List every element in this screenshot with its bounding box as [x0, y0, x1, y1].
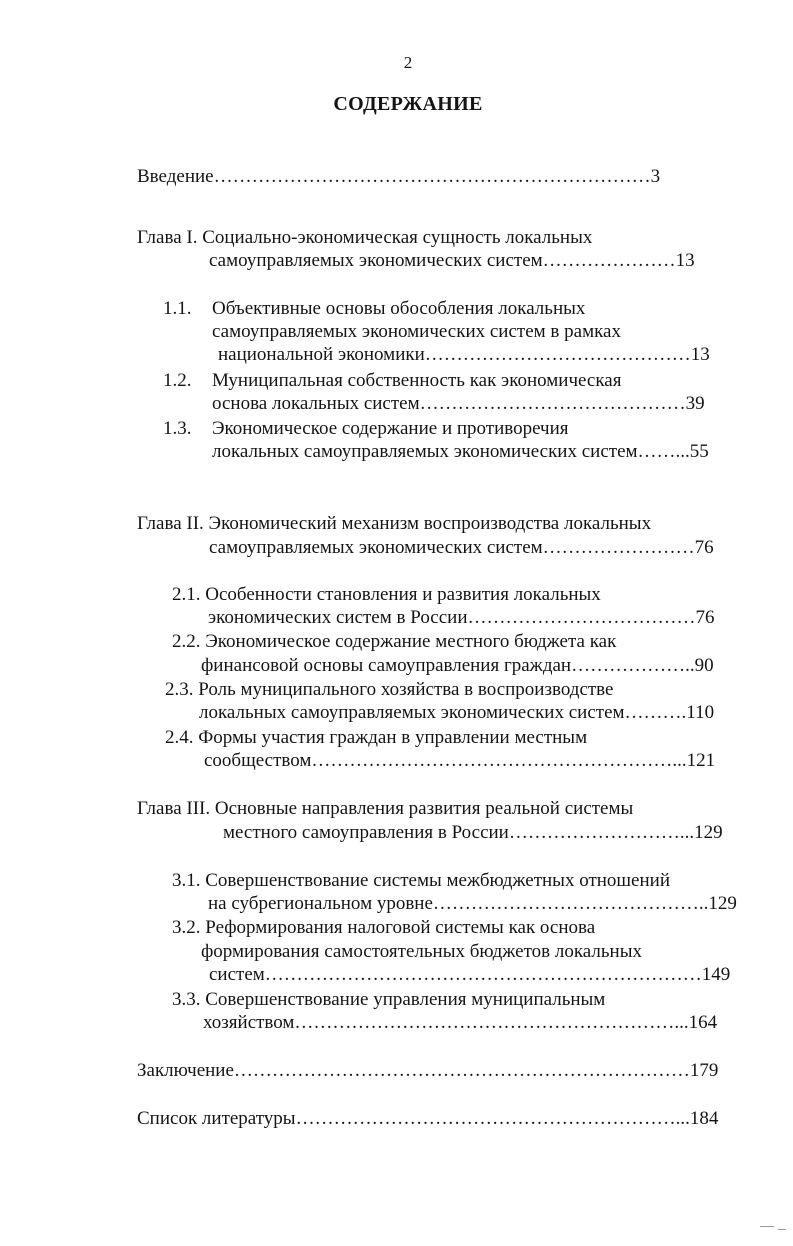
- toc-chapter-3-line-2: местного самоуправления в России………………………...129: [223, 822, 723, 843]
- toc-section-1-1-line-3: национальной экономики……………………………………13: [218, 344, 710, 365]
- toc-section-2-3-line-2: локальных самоуправляемых экономических систем……….110: [199, 702, 715, 723]
- toc-section-1-1-number: 1.1.: [163, 298, 192, 319]
- toc-chapter-2-line-2: самоуправляемых экономических систем……………………76: [209, 537, 714, 558]
- toc-section-2-2-line-1: 2.2. Экономическое содержание местного бюджета как: [172, 631, 617, 652]
- toc-section-2-4-line-1: 2.4. Формы участия граждан в управлении местным: [165, 727, 588, 748]
- toc-section-3-2-line-1: 3.2. Реформирования налоговой системы как основа: [172, 917, 596, 938]
- toc-chapter-3-line-1: Глава III. Основные направления развития реальной системы: [137, 798, 634, 819]
- page-number: 2: [403, 53, 413, 72]
- toc-intro: Введение……………………………………………………………3: [137, 166, 661, 187]
- toc-section-1-2-number: 1.2.: [163, 370, 192, 391]
- toc-section-2-3-line-1: 2.3. Роль муниципального хозяйства в воспроизводстве: [165, 679, 614, 700]
- toc-section-2-4-line-2: сообществом…………………………………………………...121: [204, 750, 716, 771]
- toc-section-2-1-line-2: экономических систем в России………………………………76: [208, 607, 715, 628]
- toc-section-1-1-line-2: самоуправляемых экономических систем в рамках: [212, 321, 621, 342]
- toc-section-3-1-line-2: на субрегиональном уровне……………………………………..129: [208, 893, 737, 914]
- toc-section-2-1-line-1: 2.1. Особенности становления и развития локальных: [172, 584, 601, 605]
- toc-chapter-2-line-1: Глава II. Экономический механизм воспроизводства локальных: [137, 513, 652, 534]
- toc-conclusion: Заключение………………………………………………………………179: [137, 1060, 719, 1081]
- toc-section-3-1-line-1: 3.1. Совершенствование системы межбюджетных отношений: [172, 870, 670, 891]
- scan-artifact: [778, 1229, 786, 1230]
- toc-chapter-1-line-1: Глава I. Социально-экономическая сущность локальных: [137, 227, 593, 248]
- toc-section-3-3-line-1: 3.3. Совершенствование управления муниципальным: [172, 989, 606, 1010]
- toc-section-1-3-number: 1.3.: [163, 418, 192, 439]
- toc-section-3-2-line-2: формирования самостоятельных бюджетов локальных: [201, 941, 642, 962]
- toc-section-3-3-line-2: хозяйством……………………………………………………...164: [203, 1012, 718, 1033]
- toc-section-1-3-line-1: Экономическое содержание и противоречия: [212, 418, 569, 439]
- toc-section-1-3-line-2: локальных самоуправляемых экономических систем……...55: [212, 441, 709, 462]
- page-title: СОДЕРЖАНИЕ: [333, 93, 483, 115]
- toc-section-1-2-line-1: Муниципальная собственность как экономическая: [212, 370, 622, 391]
- toc-bibliography: Список литературы……………………………………………………...184: [137, 1108, 719, 1129]
- toc-section-1-1-line-1: Объективные основы обособления локальных: [212, 298, 586, 319]
- toc-section-3-2-line-3: систем……………………………………………………………149: [209, 964, 731, 985]
- toc-chapter-1-line-2: самоуправляемых экономических систем…………………13: [209, 250, 695, 271]
- toc-section-1-2-line-2: основа локальных систем……………………………………39: [212, 393, 705, 414]
- scan-artifact: [760, 1226, 774, 1227]
- toc-section-2-2-line-2: финансовой основы самоуправления граждан………………..90: [201, 655, 714, 676]
